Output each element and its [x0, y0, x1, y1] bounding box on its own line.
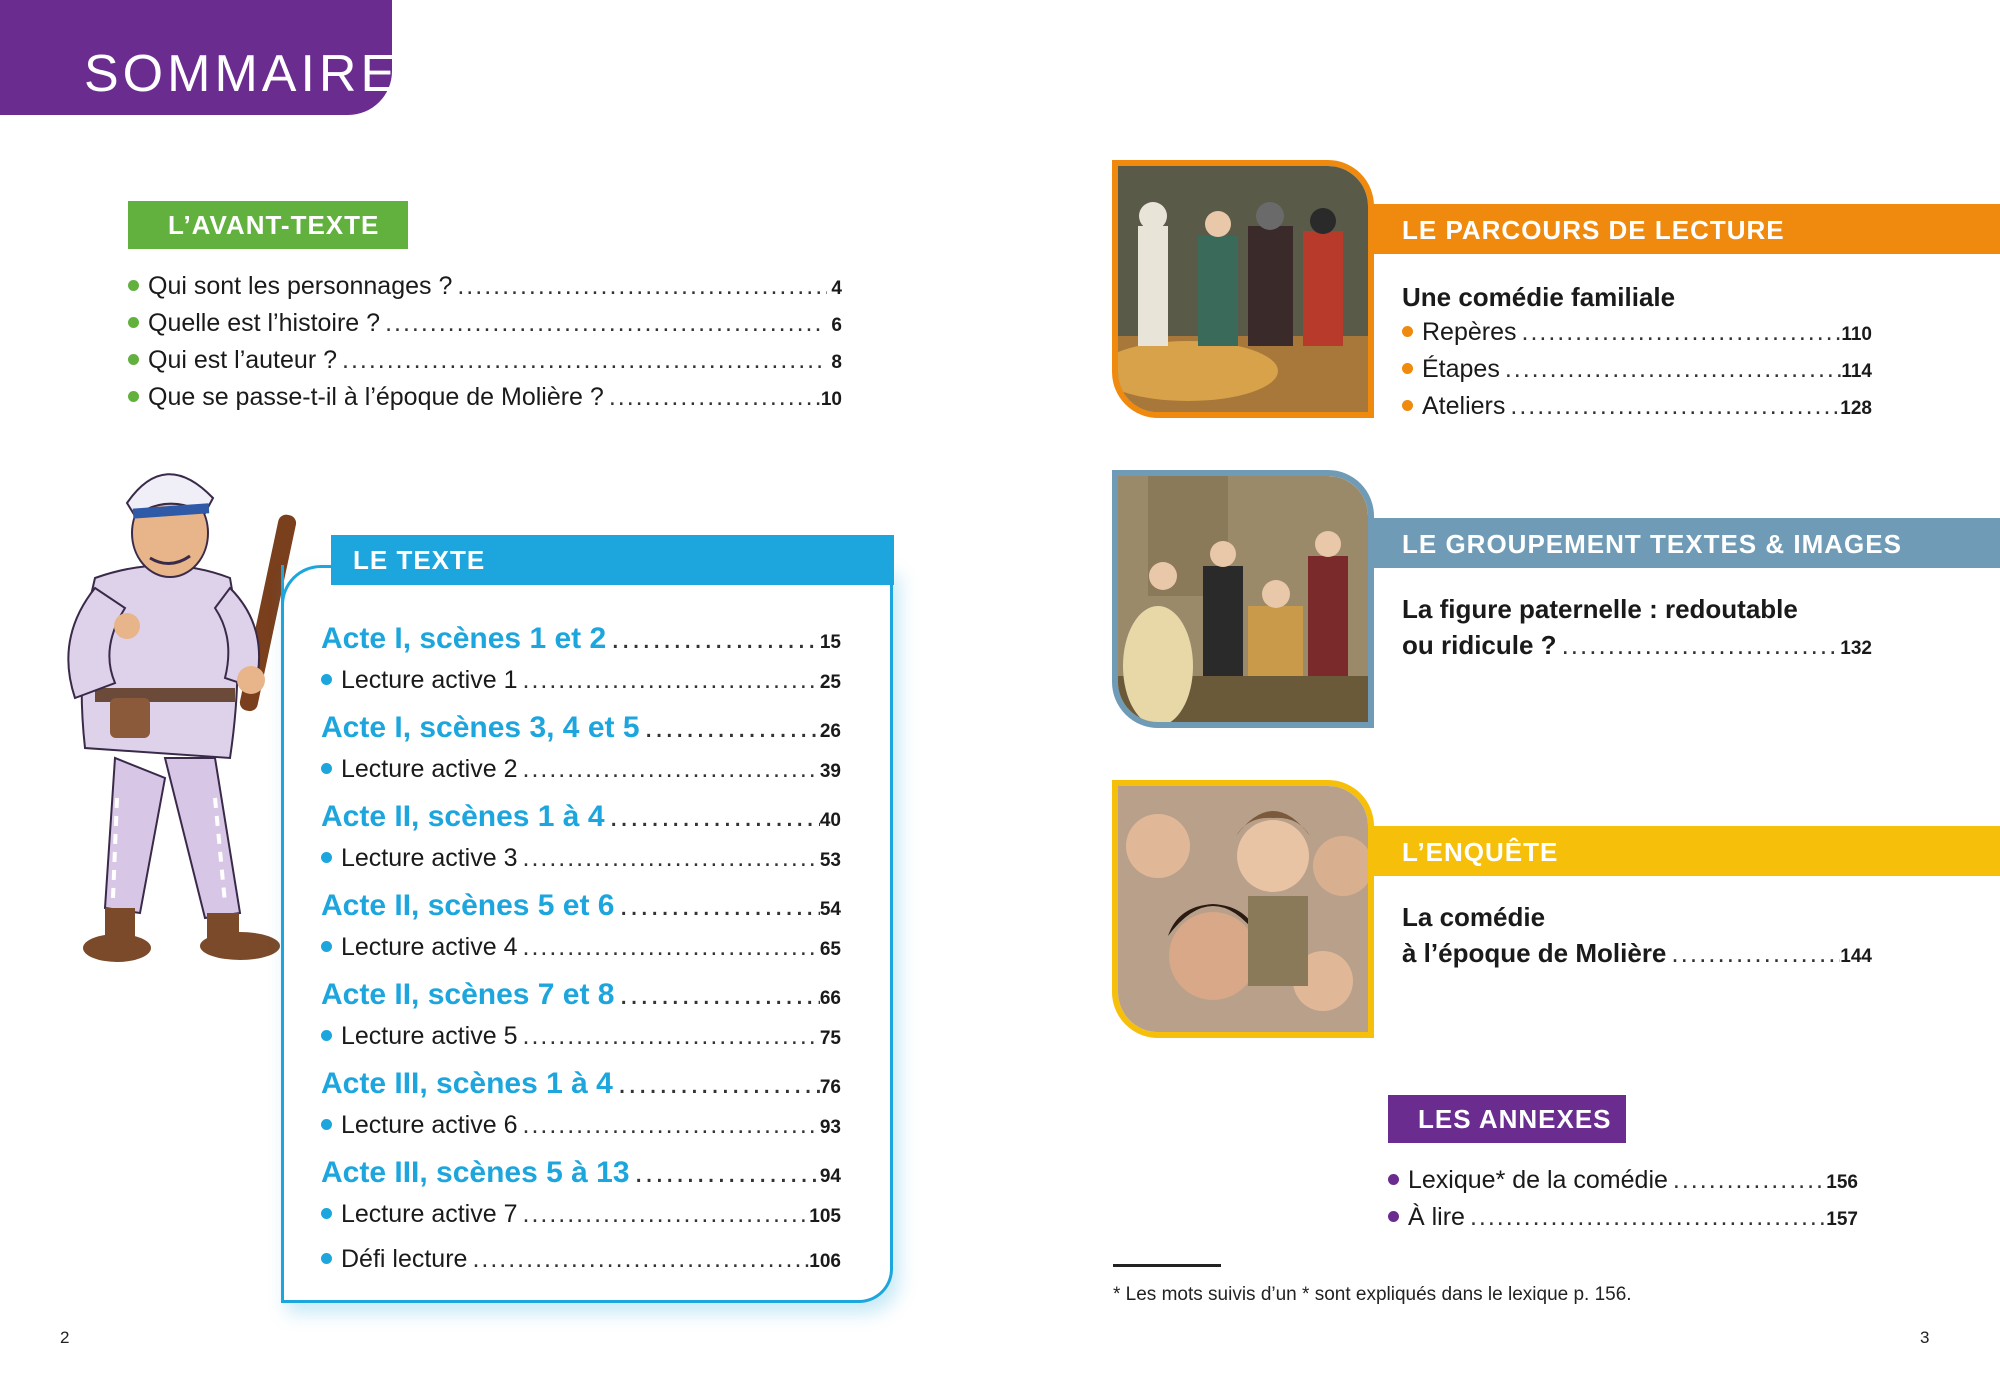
leader-dots: [1666, 938, 1840, 969]
page-number: 105: [809, 1206, 841, 1227]
leader-dots: [518, 666, 820, 695]
leader-dots: [604, 383, 821, 412]
le-texte-list: [321, 622, 841, 1290]
page-number-right: 3: [1920, 1328, 1930, 1347]
enquete-title-line1: La comédie: [1402, 902, 1546, 932]
toc-entry[interactable]: [1388, 1203, 1858, 1240]
page-number: 39: [819, 761, 841, 782]
father-scene-painting-image: [1112, 470, 1374, 728]
leader-dots: [640, 711, 820, 745]
commedia-painting-image: [1112, 160, 1374, 418]
acte-label: Acte I, scènes 1 et 2: [321, 622, 607, 655]
leader-dots: [613, 1067, 820, 1101]
page-number: 156: [1826, 1172, 1858, 1193]
avant-texte-label: L’AVANT-TEXTE: [128, 201, 408, 249]
acte-label: Acte III, scènes 1 à 4: [321, 1067, 613, 1100]
lecture-entry[interactable]: [321, 1200, 841, 1245]
acte-label: Acte I, scènes 3, 4 et 5: [321, 711, 640, 744]
lecture-entry[interactable]: [321, 755, 841, 800]
acte-entry[interactable]: [321, 711, 841, 755]
page-number: 93: [819, 1117, 841, 1138]
toc-entry[interactable]: [128, 272, 842, 309]
lecture-entry[interactable]: [321, 666, 841, 711]
page-number: 106: [809, 1251, 841, 1272]
page-number: 144: [1840, 946, 1872, 967]
annexes-label: LES ANNEXES: [1388, 1095, 1626, 1143]
page-number: 65: [819, 939, 841, 960]
parcours-title: Une comédie familiale: [1402, 282, 1676, 312]
page-number: 26: [819, 721, 841, 742]
leader-dots: [1465, 1203, 1826, 1232]
toc-entry[interactable]: [1402, 318, 1872, 355]
enquete-list: [1402, 938, 1872, 975]
film-crowd-photo-image: [1112, 780, 1374, 1038]
toc-entry[interactable]: [1388, 1166, 1858, 1203]
toc-entry[interactable]: [128, 346, 842, 383]
bullet-icon: [321, 1030, 332, 1041]
bullet-icon: [321, 763, 332, 774]
leader-dots: [615, 889, 820, 923]
toc-label: Repères: [1422, 318, 1517, 346]
lecture-entry[interactable]: [321, 1111, 841, 1156]
bullet-icon: [1402, 363, 1413, 374]
toc-label: Que se passe-t-il à l’époque de Molière ?: [148, 383, 604, 411]
acte-label: Acte II, scènes 1 à 4: [321, 800, 605, 833]
bullet-icon: [128, 391, 139, 402]
acte-entry[interactable]: [321, 800, 841, 844]
page-number: 6: [831, 315, 842, 336]
leader-dots: [518, 755, 820, 784]
parcours-list: [1402, 318, 1872, 429]
leader-dots: [380, 309, 824, 338]
page-number: 40: [819, 810, 841, 831]
leader-dots: [1557, 630, 1841, 661]
toc-label: Lecture active 7: [341, 1200, 518, 1228]
le-texte-label: LE TEXTE: [331, 535, 894, 585]
bullet-icon: [321, 1208, 332, 1219]
groupement-title-line2: ou ridicule ?: [1402, 630, 1557, 660]
bullet-icon: [321, 852, 332, 863]
leader-dots: [518, 1022, 820, 1051]
page-number: 25: [819, 672, 841, 693]
toc-label: Lecture active 2: [341, 755, 518, 783]
toc-label: Lecture active 5: [341, 1022, 518, 1050]
leader-dots: [337, 346, 822, 375]
toc-label: Qui sont les personnages ?: [148, 272, 453, 300]
page-number: 54: [819, 899, 841, 920]
page-number: 132: [1840, 638, 1872, 659]
bullet-icon: [1388, 1211, 1399, 1222]
groupement-list: [1402, 630, 1872, 667]
page-number: 75: [819, 1028, 841, 1049]
page-title: SOMMAIRE: [0, 0, 392, 115]
leader-dots: [518, 1200, 810, 1229]
toc-label: Lecture active 4: [341, 933, 518, 961]
avant-texte-list: [128, 272, 842, 420]
leader-dots: [518, 933, 820, 962]
acte-label: Acte II, scènes 7 et 8: [321, 978, 615, 1011]
parcours-label: LE PARCOURS DE LECTURE: [1370, 204, 2000, 254]
page-number: 114: [1841, 361, 1872, 382]
leader-dots: [467, 1245, 809, 1274]
character-illustration: [55, 458, 315, 973]
page-number: 94: [819, 1166, 841, 1187]
page-number: 10: [820, 389, 842, 410]
toc-label: Lecture active 3: [341, 844, 518, 872]
toc-entry[interactable]: [1402, 630, 1872, 667]
leader-dots: [606, 622, 820, 656]
leader-dots: [1517, 318, 1842, 347]
bullet-icon: [1402, 326, 1413, 337]
leader-dots: [1668, 1166, 1826, 1195]
bullet-icon: [128, 280, 139, 291]
page-number: 110: [1841, 324, 1872, 345]
leader-dots: [615, 978, 820, 1012]
toc-label: Lecture active 1: [341, 666, 518, 694]
groupement-title-line1: La figure paternelle : redoutable: [1402, 594, 1798, 624]
acte-entry[interactable]: [321, 1067, 841, 1111]
enquete-label: L’ENQUÊTE: [1370, 826, 2000, 876]
leader-dots: [1500, 355, 1842, 384]
page-number: 128: [1840, 398, 1872, 419]
page-number: 76: [819, 1077, 841, 1098]
footnote-divider: [1113, 1264, 1221, 1267]
toc-label: Ateliers: [1422, 392, 1506, 420]
page-number: 53: [819, 850, 841, 871]
bullet-icon: [321, 1119, 332, 1130]
acte-label: Acte II, scènes 5 et 6: [321, 889, 615, 922]
leader-dots: [1505, 392, 1840, 421]
page-number: 8: [831, 352, 842, 373]
leader-dots: [518, 1111, 820, 1140]
lecture-entry[interactable]: [321, 844, 841, 889]
toc-entry[interactable]: [1402, 938, 1872, 975]
bullet-icon: [1402, 400, 1413, 411]
toc-entry[interactable]: [1402, 392, 1872, 429]
page-number-left: 2: [60, 1328, 70, 1347]
toc-entry[interactable]: [1402, 355, 1872, 392]
toc-label: Étapes: [1422, 355, 1500, 383]
acte-entry[interactable]: [321, 889, 841, 933]
page-number: 4: [831, 278, 842, 299]
groupement-label: LE GROUPEMENT TEXTES & IMAGES: [1370, 518, 2000, 568]
leader-dots: [518, 844, 820, 873]
page-number: 157: [1826, 1209, 1858, 1230]
bullet-icon: [128, 317, 139, 328]
bullet-icon: [321, 674, 332, 685]
toc-entry[interactable]: [128, 383, 842, 420]
toc-label: Lexique* de la comédie: [1408, 1166, 1668, 1194]
leader-dots: [605, 800, 820, 834]
bullet-icon: [321, 941, 332, 952]
acte-label: Acte III, scènes 5 à 13: [321, 1156, 630, 1189]
toc-label: Qui est l’auteur ?: [148, 346, 337, 374]
toc-label: Défi lecture: [341, 1245, 468, 1273]
annexes-list: [1388, 1166, 1858, 1240]
leader-dots: [452, 272, 826, 301]
toc-label: À lire: [1408, 1203, 1465, 1231]
lecture-entry[interactable]: [321, 1022, 841, 1067]
page-number: 66: [819, 988, 841, 1009]
bullet-icon: [1388, 1174, 1399, 1185]
acte-entry[interactable]: [321, 622, 841, 666]
bullet-icon: [128, 354, 139, 365]
toc-label: Quelle est l’histoire ?: [148, 309, 381, 337]
toc-label: Lecture active 6: [341, 1111, 518, 1139]
acte-entry[interactable]: [321, 978, 841, 1022]
acte-entry[interactable]: [321, 1156, 841, 1200]
toc-entry[interactable]: [128, 309, 842, 346]
footnote: * Les mots suivis d’un * sont expliqués dans le lexique p. 156.: [1113, 1284, 1632, 1305]
leader-dots: [630, 1156, 820, 1190]
defi-entry[interactable]: [321, 1245, 841, 1290]
enquete-title-line2: à l’époque de Molière: [1402, 938, 1667, 968]
lecture-entry[interactable]: [321, 933, 841, 978]
bullet-icon: [321, 1253, 332, 1264]
page-number: 15: [819, 632, 841, 653]
